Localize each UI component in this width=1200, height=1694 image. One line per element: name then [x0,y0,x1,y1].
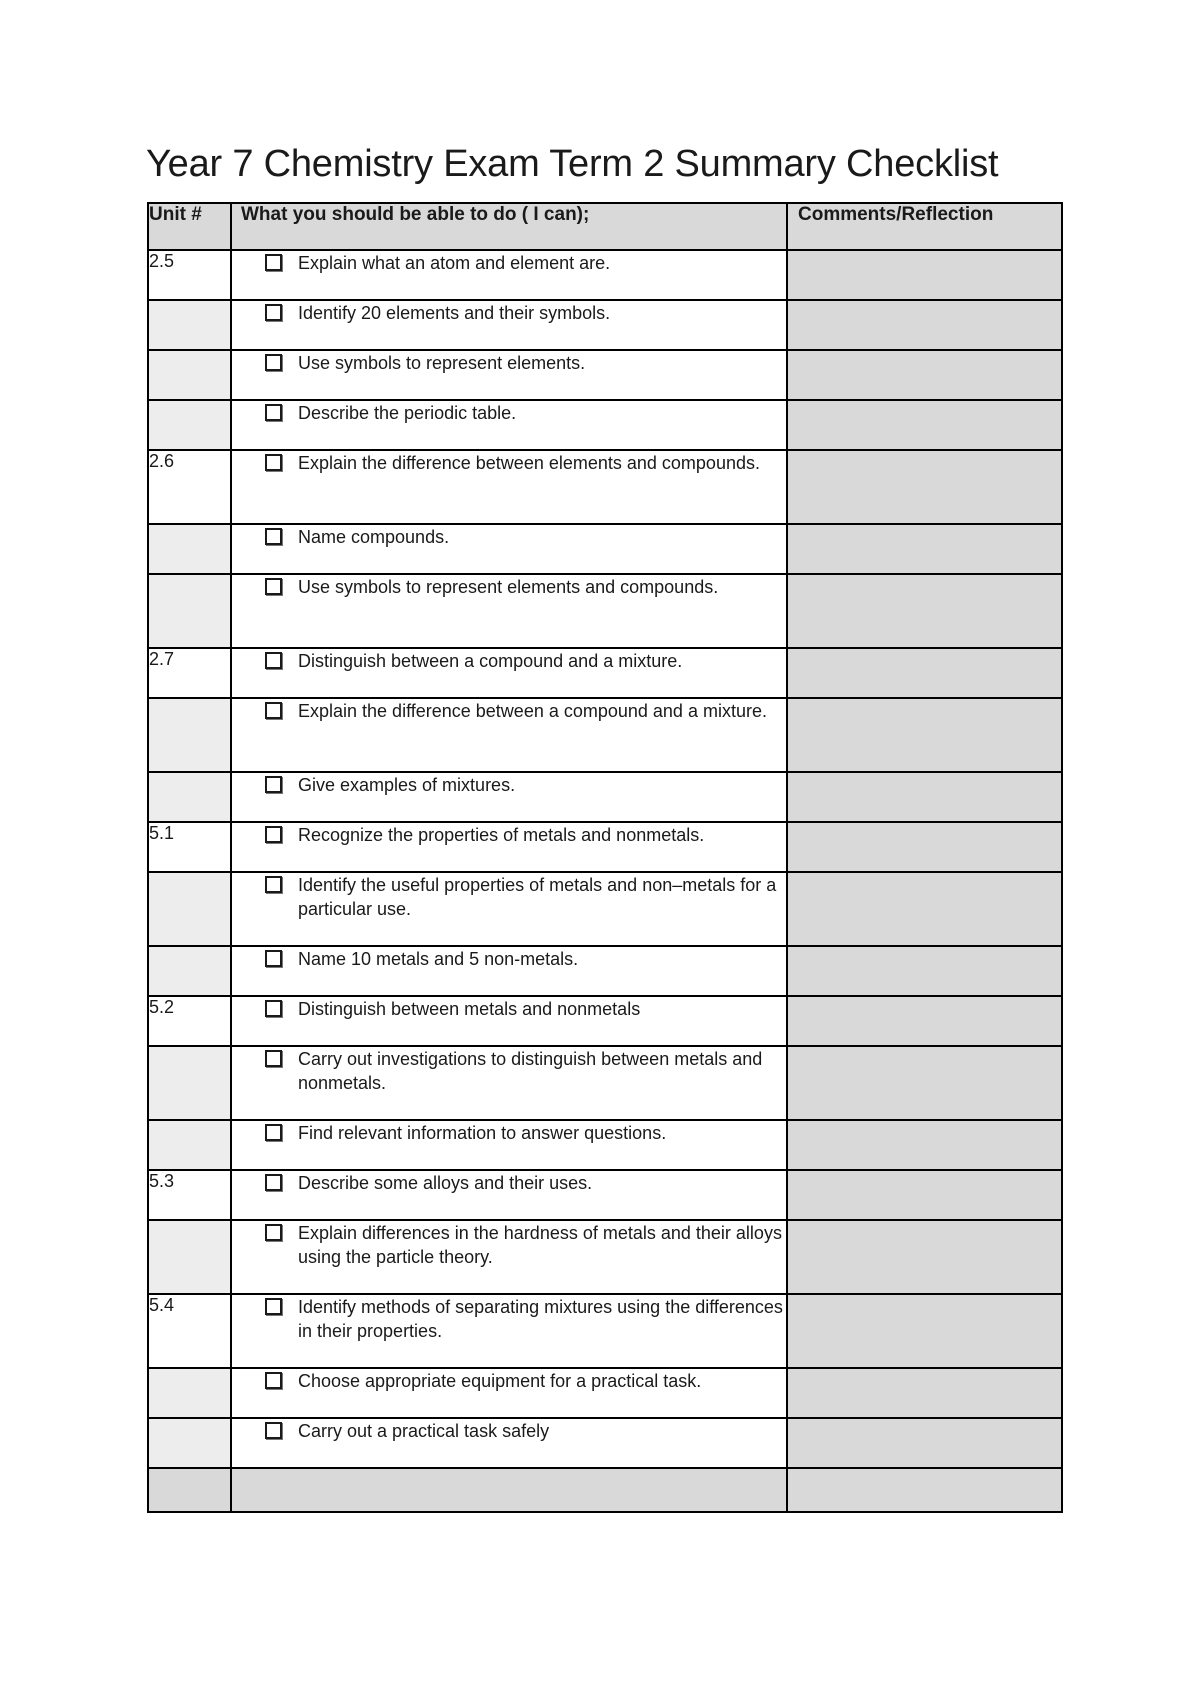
checklist-item [232,525,786,549]
checklist-item-text: Choose appropriate equipment for a practical task. [298,1371,702,1391]
checklist-item [232,997,786,1021]
comments-cell[interactable] [787,1418,1062,1468]
checklist-table [147,202,1063,1513]
table-row [148,1294,1062,1368]
unit-cell: 2.6 [148,450,231,524]
checklist-item [232,1419,786,1443]
checkbox[interactable] [265,1422,282,1439]
footer-comments-cell[interactable] [787,1468,1062,1512]
checklist-item [232,1369,786,1393]
comments-cell[interactable] [787,946,1062,996]
checklist-item-text: Explain the difference between elements and compounds. [298,453,760,473]
unit-cell: 5.2 [148,996,231,1046]
can-cell [231,1120,787,1170]
checklist-item-text: Describe some alloys and their uses. [298,1173,593,1193]
can-cell [231,772,787,822]
checkbox[interactable] [265,528,282,545]
table-row [148,400,1062,450]
checkbox[interactable] [265,1174,282,1191]
checklist-item [232,251,786,275]
can-cell [231,300,787,350]
comments-cell[interactable] [787,772,1062,822]
checkbox[interactable] [265,454,282,471]
checkbox[interactable] [265,1224,282,1241]
comments-cell[interactable] [787,250,1062,300]
checkbox[interactable] [265,876,282,893]
table-row [148,648,1062,698]
comments-cell[interactable] [787,574,1062,648]
table-row [148,300,1062,350]
checkbox[interactable] [265,1050,282,1067]
checklist-item [232,1047,786,1095]
comments-cell[interactable] [787,872,1062,946]
unit-cell [148,350,231,400]
checkbox[interactable] [265,304,282,321]
unit-cell [148,1368,231,1418]
checklist-item [232,401,786,425]
comments-cell[interactable] [787,300,1062,350]
checklist-item-text: Give examples of mixtures. [298,775,516,795]
checklist-body [148,250,1062,1512]
checkbox[interactable] [265,1124,282,1141]
unit-cell [148,872,231,946]
unit-cell: 5.4 [148,1294,231,1368]
table-row [148,946,1062,996]
unit-cell [148,524,231,574]
table-header-row [148,203,1062,250]
table-row [148,350,1062,400]
checklist-item-text: Recognize the properties of metals and nonmetals. [298,825,705,845]
table-row [148,822,1062,872]
header-comments: Comments/Reflection [787,203,1062,250]
can-cell [231,1220,787,1294]
table-row [148,1120,1062,1170]
unit-cell [148,400,231,450]
checkbox[interactable] [265,1000,282,1017]
can-cell [231,822,787,872]
checklist-item [232,451,786,475]
comments-cell[interactable] [787,1220,1062,1294]
checklist-item [232,947,786,971]
unit-cell: 2.5 [148,250,231,300]
checklist-item-text: Find relevant information to answer questions. [298,1123,667,1143]
can-cell [231,574,787,648]
table-row [148,1418,1062,1468]
checklist-item [232,873,786,921]
checklist-item [232,351,786,375]
unit-cell [148,698,231,772]
can-cell [231,648,787,698]
can-cell [231,1294,787,1368]
comments-cell[interactable] [787,1294,1062,1368]
can-cell [231,1368,787,1418]
unit-cell [148,574,231,648]
checklist-item-text: Distinguish between a compound and a mixture. [298,651,683,671]
can-cell [231,524,787,574]
comments-cell[interactable] [787,450,1062,524]
checklist-item-text: Explain differences in the hardness of metals and their alloys using the particle theory. [298,1223,782,1267]
comments-cell[interactable] [787,1120,1062,1170]
comments-cell[interactable] [787,350,1062,400]
header-unit: Unit # [148,203,231,250]
checklist-item [232,773,786,797]
table-row [148,772,1062,822]
page-title: Year 7 Chemistry Exam Term 2 Summary Checklist [146,143,999,185]
can-cell [231,350,787,400]
can-cell [231,996,787,1046]
checklist-item [232,1221,786,1269]
checkbox[interactable] [265,702,282,719]
table-row [148,1170,1062,1220]
table-row [148,450,1062,524]
checklist-item [232,649,786,673]
checklist-item-text: Identify methods of separating mixtures using the differences in their properties. [298,1297,783,1341]
checklist-item [232,575,786,599]
checkbox[interactable] [265,776,282,793]
unit-cell: 5.3 [148,1170,231,1220]
can-cell [231,946,787,996]
comments-cell[interactable] [787,524,1062,574]
checklist-item [232,301,786,325]
table-row [148,1220,1062,1294]
comments-cell[interactable] [787,1046,1062,1120]
unit-cell [148,1120,231,1170]
checkbox[interactable] [265,950,282,967]
checklist-item-text: Describe the periodic table. [298,403,517,423]
can-cell [231,1170,787,1220]
footer-can-cell [231,1468,787,1512]
checkbox[interactable] [265,1372,282,1389]
footer-unit-cell [148,1468,231,1512]
checklist-item-text: Use symbols to represent elements and compounds. [298,577,719,597]
table-row [148,250,1062,300]
checklist-item-text: Use symbols to represent elements. [298,353,586,373]
checklist-item-text: Carry out a practical task safely [298,1421,550,1441]
checkbox[interactable] [265,354,282,371]
unit-cell [148,1418,231,1468]
can-cell [231,1046,787,1120]
table-row [148,996,1062,1046]
comments-cell[interactable] [787,698,1062,772]
table-row [148,1046,1062,1120]
checklist-item-text: Distinguish between metals and nonmetals [298,999,641,1019]
comments-cell[interactable] [787,1368,1062,1418]
checkbox[interactable] [265,578,282,595]
can-cell [231,250,787,300]
table-row [148,698,1062,772]
comments-cell[interactable] [787,822,1062,872]
can-cell [231,872,787,946]
can-cell [231,1418,787,1468]
checklist-item-text: Name 10 metals and 5 non-metals. [298,949,579,969]
checklist-item-text: Name compounds. [298,527,450,547]
checklist-item [232,1295,786,1343]
checklist-item-text: Explain the difference between a compound and a mixture. [298,701,767,721]
comments-cell[interactable] [787,996,1062,1046]
checklist-item [232,823,786,847]
checkbox[interactable] [265,254,282,271]
table-row [148,872,1062,946]
checkbox[interactable] [265,826,282,843]
table-row [148,524,1062,574]
table-row [148,574,1062,648]
checklist-item [232,1171,786,1195]
table-row [148,1368,1062,1418]
can-cell [231,400,787,450]
unit-cell [148,772,231,822]
checkbox[interactable] [265,1298,282,1315]
unit-cell [148,1220,231,1294]
comments-cell[interactable] [787,1170,1062,1220]
comments-cell[interactable] [787,648,1062,698]
unit-cell [148,946,231,996]
checklist-item-text: Carry out investigations to distinguish between metals and nonmetals. [298,1049,763,1093]
unit-cell: 2.7 [148,648,231,698]
checkbox[interactable] [265,652,282,669]
checklist-item-text: Explain what an atom and element are. [298,253,611,273]
checklist-item [232,699,786,723]
unit-cell [148,1046,231,1120]
unit-cell: 5.1 [148,822,231,872]
comments-cell[interactable] [787,400,1062,450]
checklist-item-text: Identify 20 elements and their symbols. [298,303,611,323]
checklist-item-text: Identify the useful properties of metals and non–metals for a particular use. [298,875,777,919]
can-cell [231,698,787,772]
checklist-item [232,1121,786,1145]
unit-cell [148,300,231,350]
checkbox[interactable] [265,404,282,421]
table-footer-row [148,1468,1062,1512]
header-can: What you should be able to do ( I can); [231,203,787,250]
can-cell [231,450,787,524]
